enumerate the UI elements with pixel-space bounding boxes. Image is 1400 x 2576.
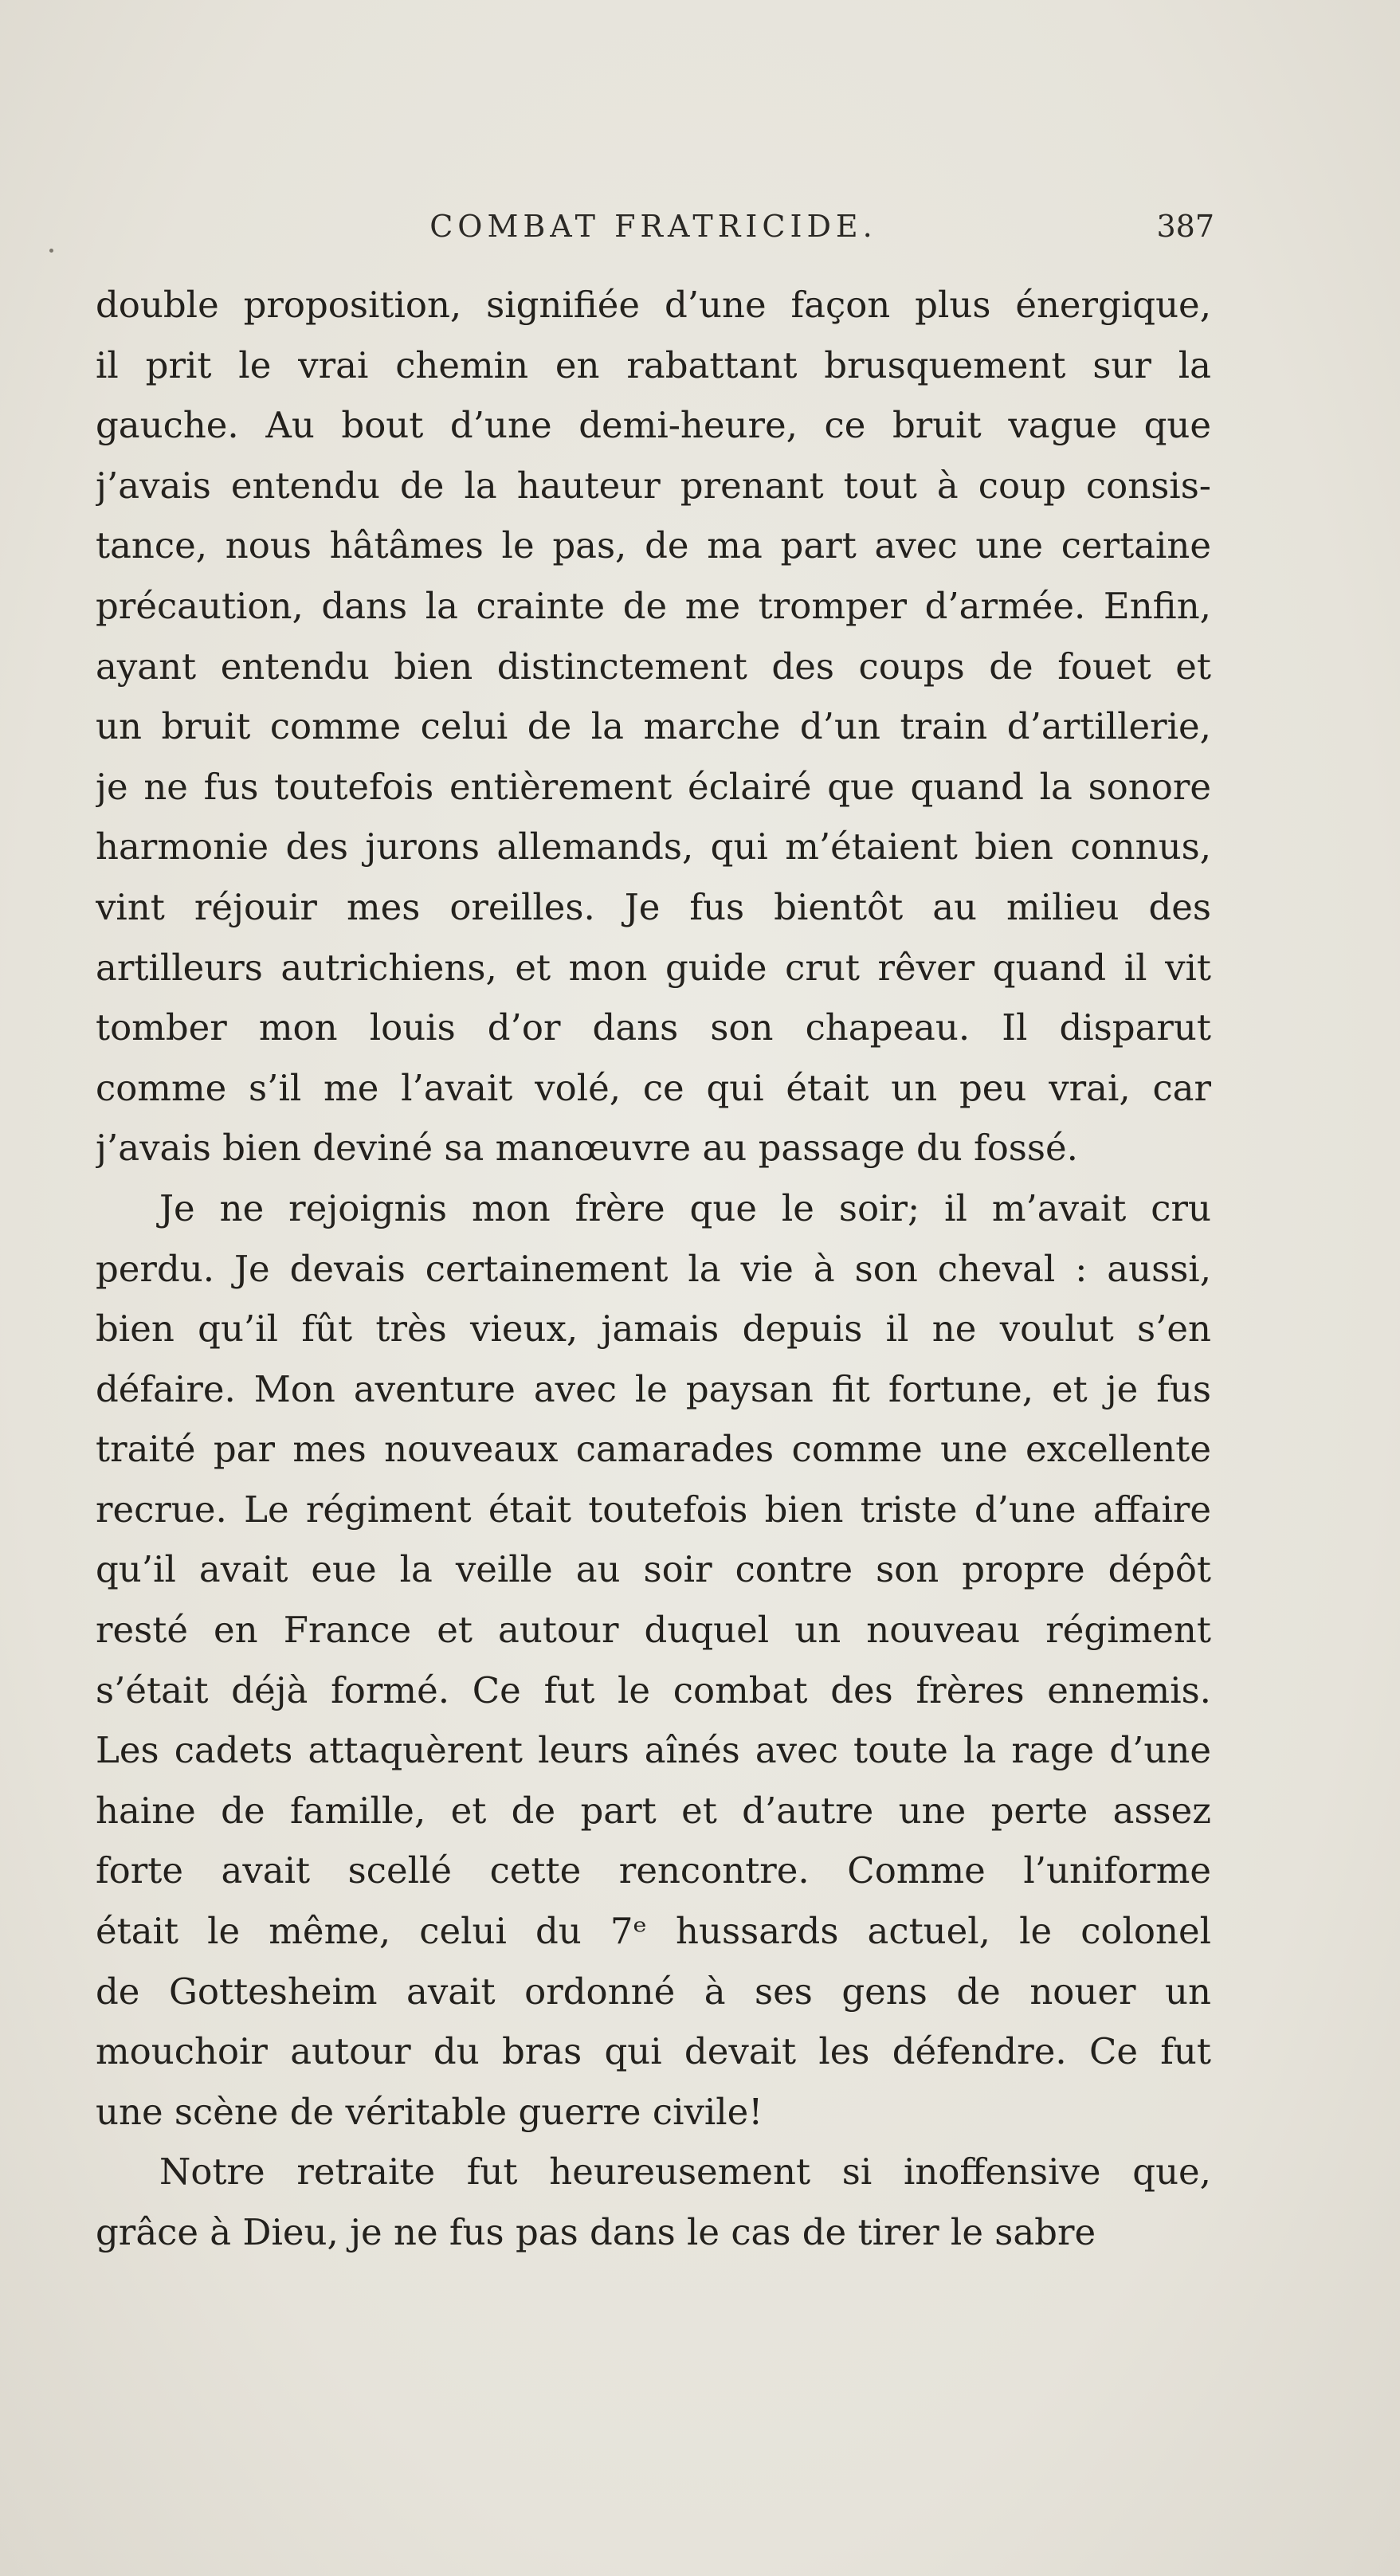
text-line: recrue. Le régiment était toutefois bien triste d’une affaire — [96, 1488, 1211, 1531]
text-line: grâce à Dieu, je ne fus pas dans le cas de tirer le sabre — [96, 2211, 1096, 2253]
text-line: comme s’il me l’avait volé, ce qui était un peu vrai, car — [96, 1066, 1211, 1109]
text-line: une scène de véritable guerre civile! — [96, 2090, 763, 2133]
page-number: 387 — [1156, 209, 1214, 244]
text-line: double proposition, signifiée d’une façon plus énergique, — [96, 284, 1211, 326]
text-line: Je ne rejoignis mon frère que le soir; il m’avait cru — [159, 1186, 1211, 1229]
text-line: était le même, celui du 7ᵉ hussards actuel, le colonel — [96, 1910, 1211, 1953]
running-header — [96, 209, 1214, 257]
text-line: haine de famille, et de part et d’autre une perte assez — [96, 1789, 1211, 1832]
text-line: Les cadets attaquèrent leurs aînés avec toute la rage d’une — [96, 1729, 1211, 1772]
text-line: un bruit comme celui de la marche d’un train d’artillerie, — [96, 705, 1211, 748]
text-line: tance, nous hâtâmes le pas, de ma part avec une certaine — [96, 524, 1211, 567]
text-line: il prit le vrai chemin en rabattant brusquement sur la — [96, 343, 1211, 386]
text-line: tomber mon louis d’or dans son chapeau. Il disparut — [96, 1006, 1211, 1049]
text-line: précaution, dans la crainte de me tromper d’armée. Enfin, — [96, 584, 1211, 627]
running-title: COMBAT FRATRICIDE. — [429, 209, 877, 244]
text-line: j’avais entendu de la hauteur prenant tout à coup consis- — [96, 464, 1211, 507]
text-line: défaire. Mon aventure avec le paysan fit fortune, et je fus — [96, 1367, 1211, 1410]
text-line: artilleurs autrichiens, et mon guide crut rêver quand il vit — [96, 946, 1211, 989]
text-line: forte avait scellé cette rencontre. Comme l’uniforme — [96, 1849, 1211, 1892]
text-line: Notre retraite fut heureusement si inoffensive que, — [159, 2151, 1211, 2194]
paper-speck — [49, 249, 53, 253]
text-line: harmonie des jurons allemands, qui m’étaient bien connus, — [96, 825, 1211, 868]
text-line: ayant entendu bien distinctement des coups de fouet et — [96, 645, 1211, 688]
text-line: je ne fus toutefois entièrement éclairé que quand la sonore — [96, 765, 1211, 808]
text-line: vint réjouir mes oreilles. Je fus bientôt au milieu des — [96, 885, 1211, 928]
text-line: bien qu’il fût très vieux, jamais depuis il ne voulut s’en — [96, 1308, 1211, 1351]
text-line: mouchoir autour du bras qui devait les défendre. Ce fut — [96, 2030, 1211, 2073]
text-line: perdu. Je devais certainement la vie à son cheval : aussi, — [96, 1247, 1211, 1290]
text-line: qu’il avait eue la veille au soir contre son propre dépôt — [96, 1548, 1211, 1591]
text-line: s’était déjà formé. Ce fut le combat des frères ennemis. — [96, 1668, 1211, 1711]
text-line: de Gottesheim avait ordonné à ses gens de nouer un — [96, 1970, 1211, 2013]
body-text — [96, 275, 1211, 2263]
text-line: resté en France et autour duquel un nouveau régiment — [96, 1609, 1211, 1652]
text-line: gauche. Au bout d’une demi-heure, ce bruit vague que — [96, 404, 1211, 447]
text-line: traité par mes nouveaux camarades comme une excellente — [96, 1428, 1211, 1471]
text-line: j’avais bien deviné sa manœuvre au passage du fossé. — [96, 1127, 1078, 1170]
